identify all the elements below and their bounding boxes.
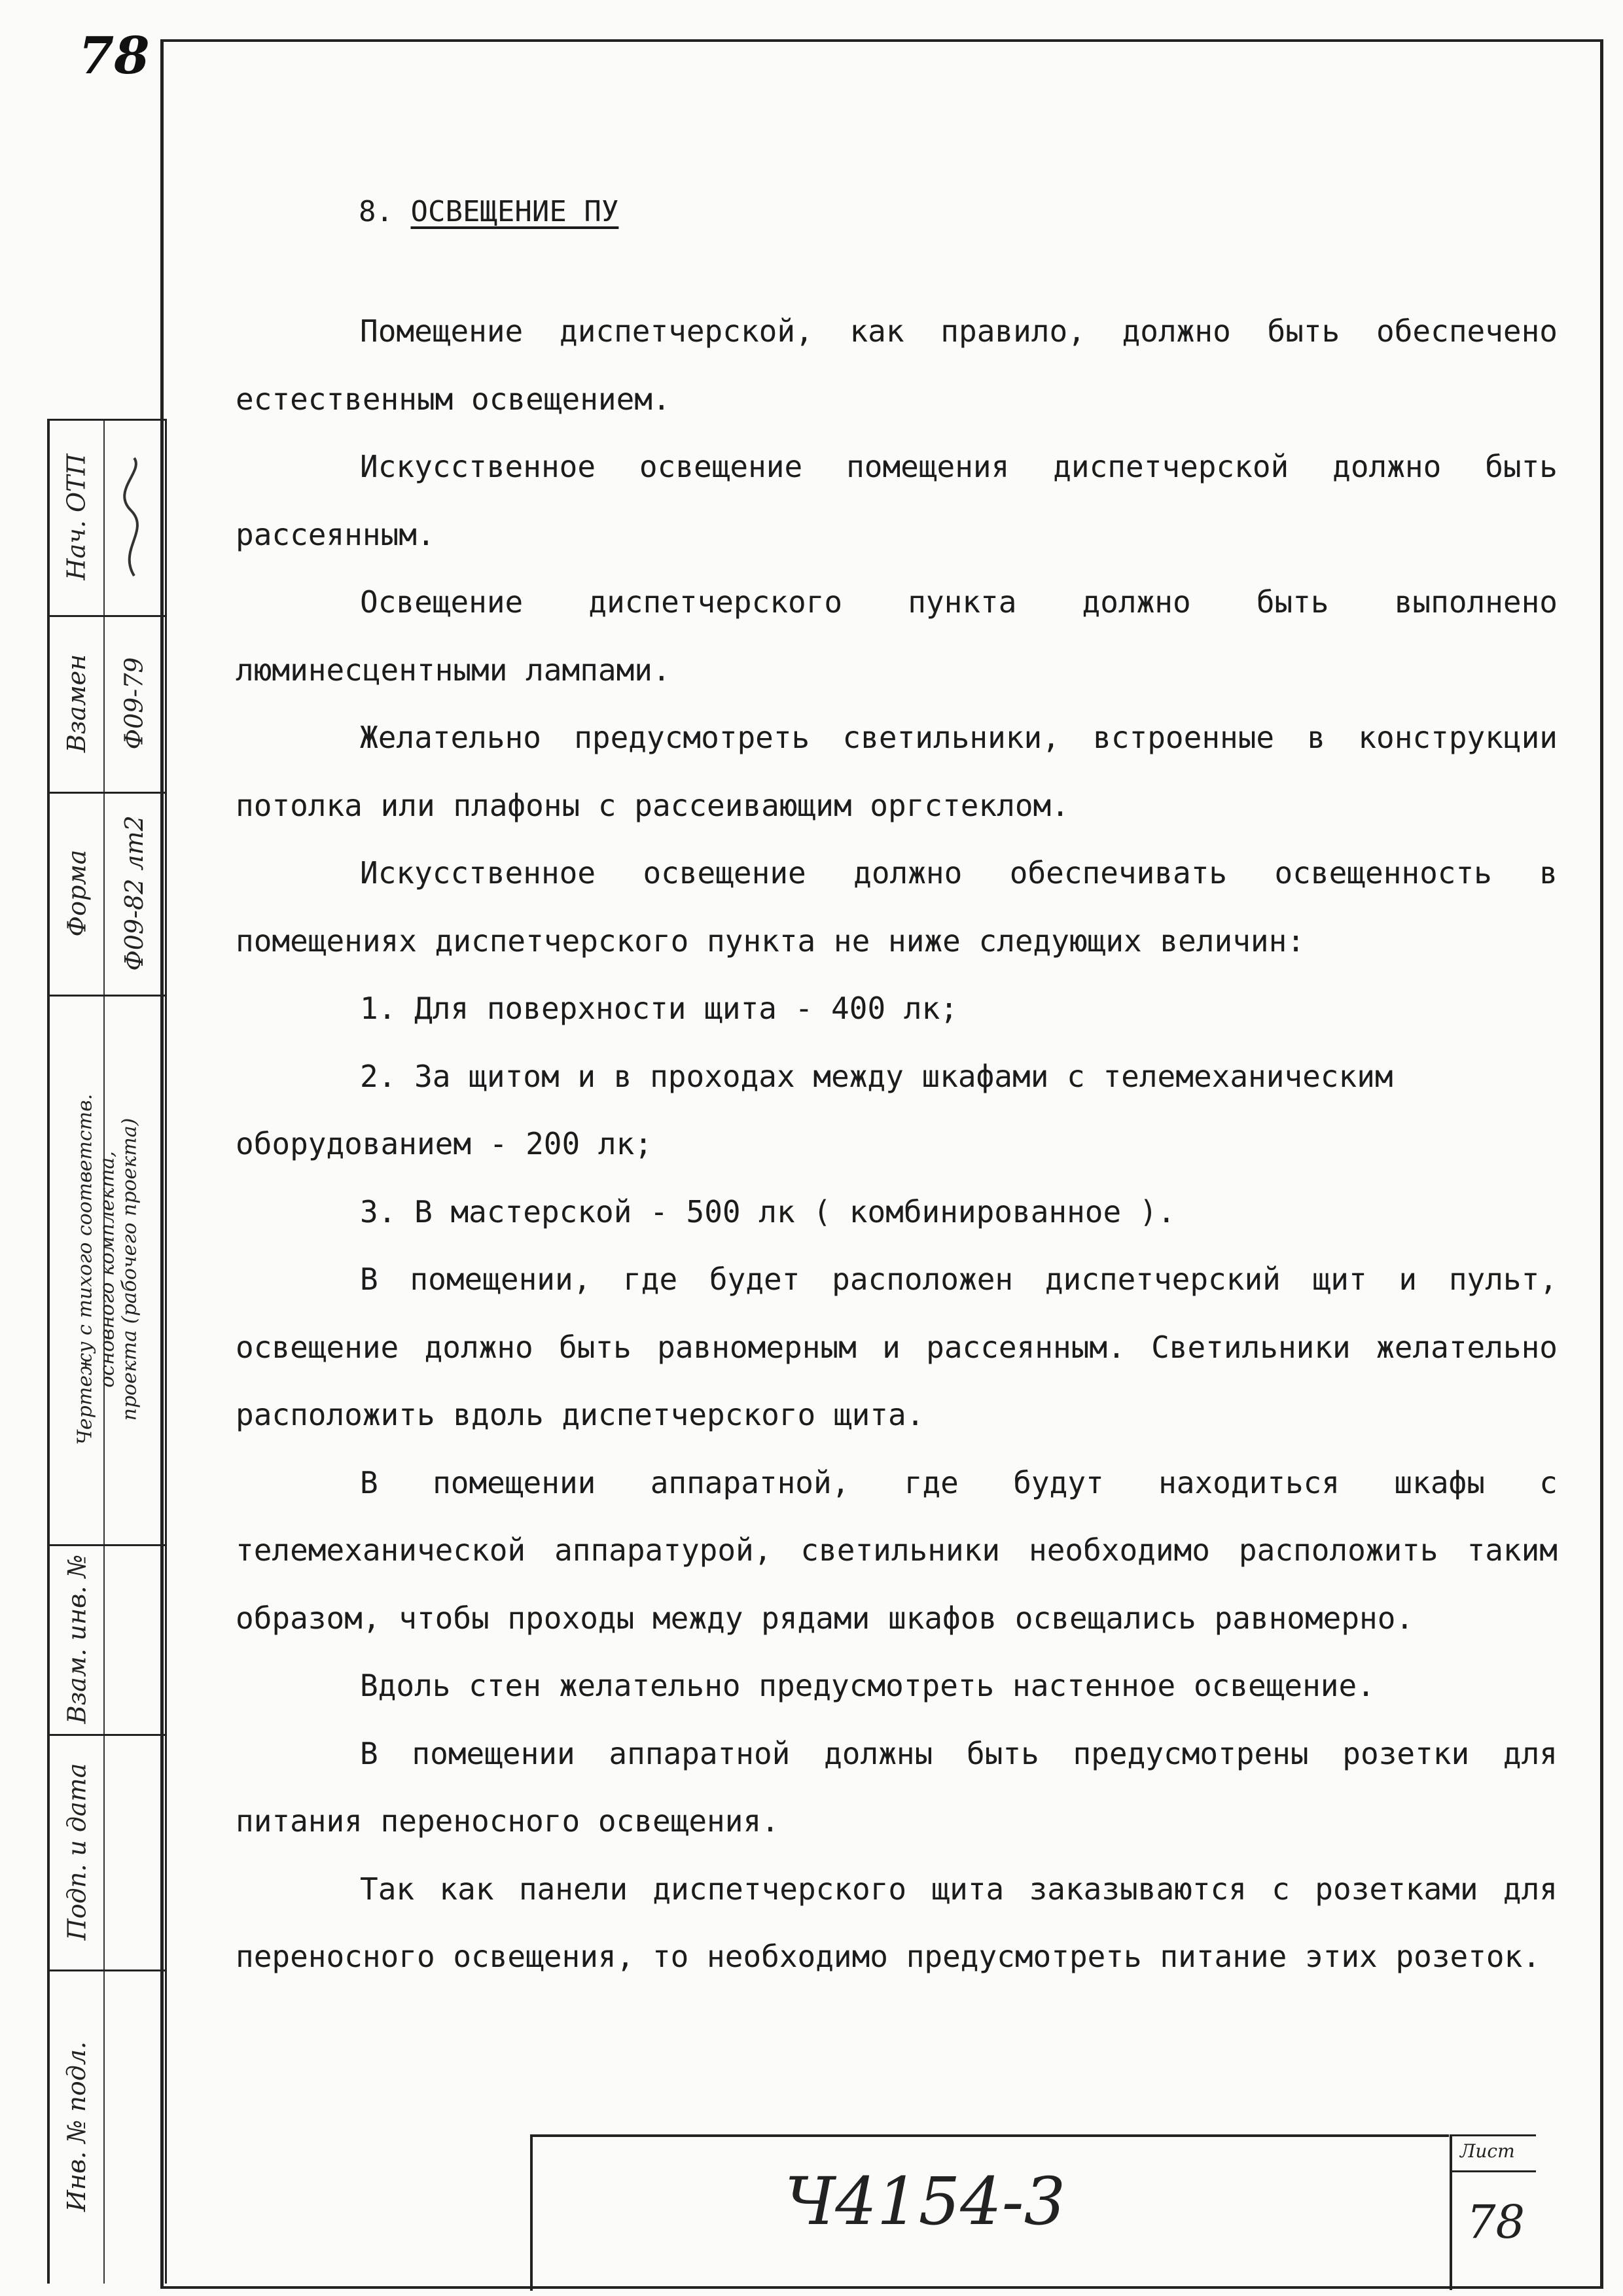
side-cell-chertezhi [50,995,165,1544]
list-item: 3. В мастерской - 500 лк ( комбинированное ). [360,1193,1176,1229]
side-label-chertezhi [74,1094,141,1445]
signature-icon [111,451,157,582]
side-cell-forma [50,792,103,995]
side-chertezhi-line-2: основного комплекта, [96,1151,119,1388]
side-chertezhi-line-1: Чертежу с тихого соответств. [73,1093,97,1445]
side-label-nach-otp: Нач. ОТП [62,453,92,580]
paragraph: В помещении аппаратной должны быть предусмотрены розетки для питания переносного освещения. [236,1735,1558,1839]
sheet-number: 78 [1467,2195,1525,2249]
side-label-forma: Форма [62,849,92,937]
document-number: Ч4154-3 [785,2163,1066,2240]
sheet-divider [1452,2170,1536,2172]
side-value-forma: Ф09-82 лт2 [120,815,149,971]
paragraph: В помещении аппаратной, где будут находиться шкафы с телемеханической аппаратурой, светильники необходимо расположить таким образом, чтобы проходы между рядами шкафов освещались равномерно. [236,1464,1558,1636]
side-signature [103,419,165,615]
paragraph: Так как панели диспетчерского щита заказываются с розетками для переносного освещения, то необходимо предусмотреть питание этих розеток. [236,1871,1558,1974]
side-stamp [47,419,167,2284]
section-title: ОСВЕЩЕНИЕ ПУ [410,195,619,228]
section-number: 8. [359,195,393,228]
paragraph: Искусственное освещение должно обеспечивать освещенность в помещениях диспетчерского пункта не ниже следующих величин: [236,855,1558,959]
side-cell-nach-otp [50,419,103,615]
side-cell-podp-data [50,1734,103,1969]
side-cell-forma-value [103,792,165,995]
corner-page-number: 78 [79,26,150,86]
sheet-box [1450,2134,1536,2290]
side-value-vzamen: Ф09-79 [120,657,149,750]
side-cell-vzam-inv [50,1544,103,1734]
sheet-label: Лист [1460,2140,1515,2162]
paragraph: В помещении, где будет расположен диспетчерский щит и пульт, освещение должно быть равномерным и рассеянным. Светильники желательно расположить вдоль диспетчерского щита. [236,1262,1558,1432]
side-label-vzamen: Взамен [62,654,91,753]
paragraph: Вдоль стен желательно предусмотреть настенное освещение. [360,1668,1375,1703]
list-item: 1. Для поверхности щита - 400 лк; [360,991,958,1026]
side-chertezhi-line-3: проекта (рабочего проекта) [118,1118,141,1421]
title-block [530,2134,1449,2291]
side-label-vzam-inv: Взам. инв. № [62,1554,91,1724]
paragraph: Освещение диспетчерского пункта должно быть выполнено люминесцентными лампами. [236,584,1558,688]
side-cell-vzamen [50,615,103,792]
body-text [236,298,1558,1991]
section-heading [359,195,618,228]
side-cell-inv-podl [50,1969,103,2284]
side-cell-vzamen-value [103,615,165,792]
illuminance-list [236,975,1558,1246]
side-label-inv-podl: Инв. № подл. [62,2041,92,2212]
paragraph: Помещение диспетчерской, как правило, должно быть обеспечено естественным освещением. [236,313,1558,417]
list-item: 2. За щитом и в проходах между шкафами с телемеханическим оборудованием - 200 лк; [236,1058,1393,1161]
paragraph: Желательно предусмотреть светильники, встроенные в конструкции потолка или плафоны с рассеивающим оргстеклом. [236,720,1558,823]
paragraph: Искусственное освещение помещения диспетчерской должно быть рассеянным. [236,449,1558,552]
side-label-podp-data: Подп. и дата [62,1763,91,1941]
